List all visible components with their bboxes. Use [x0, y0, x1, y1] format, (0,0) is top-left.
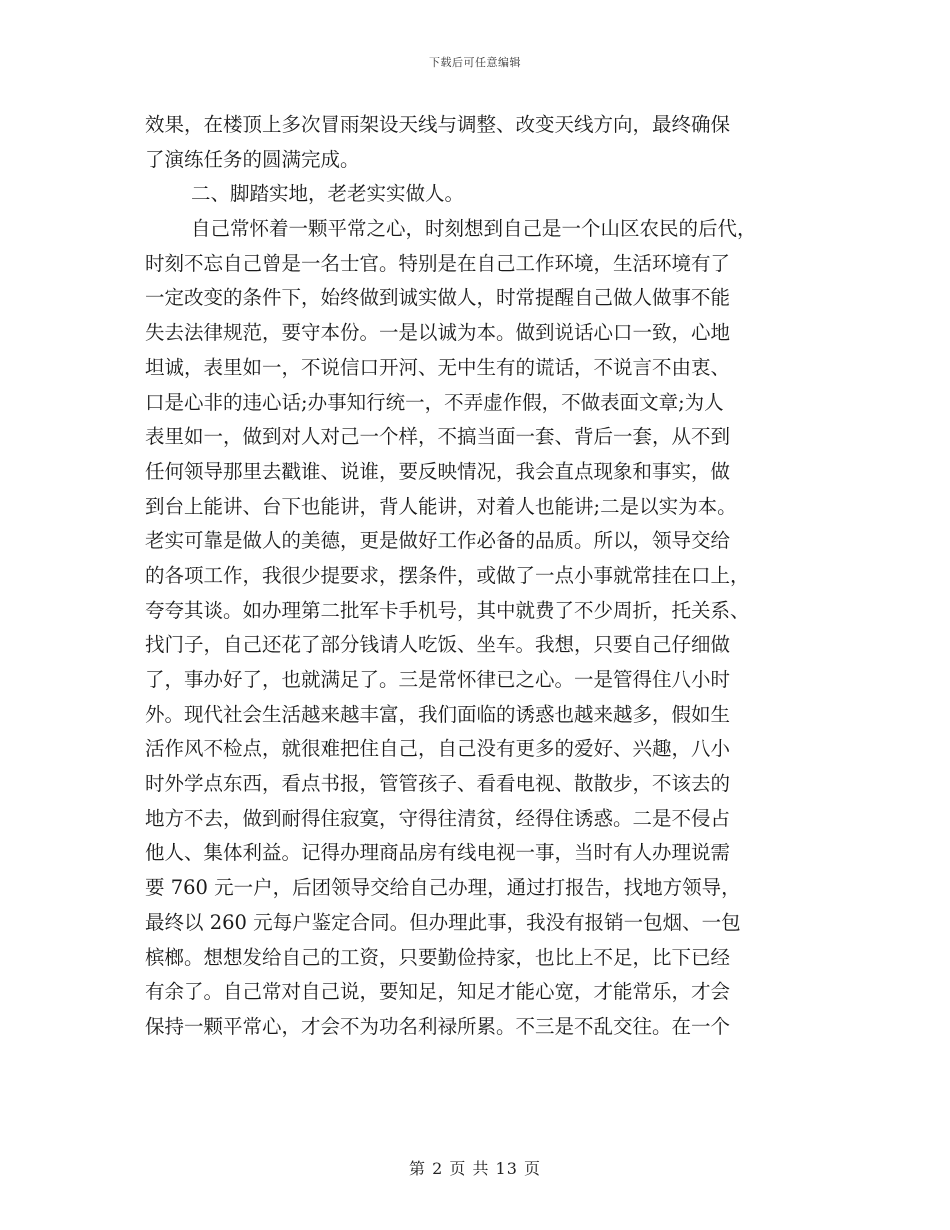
page-header: 下载后可任意编辑 [429, 56, 521, 69]
body-line: 活作风不检点，就很难把住自己，自己没有更多的爱好、兴趣，八小 [145, 737, 731, 761]
body-line: 他人、集体利益。记得办理商品房有线电视一事，当时有人办理说需 [145, 841, 731, 865]
body-line: 效果，在楼顶上多次冒雨架设天线与调整、改变天线方向，最终确保 [145, 113, 731, 136]
body-line: 有余了。自己常对自己说，要知足，知足才能心宽，才能常乐，才会 [145, 980, 731, 1004]
body-line: 到台上能讲、台下也能讲，背人能讲，对着人也能讲;二是以实为本。 [145, 494, 737, 518]
paragraph-start: 自己常怀着一颗平常之心，时刻想到自己是一个山区农民的后代， [191, 217, 757, 241]
body-line: 保持一颗平常心，才会不为功名利禄所累。不三是不乱交往。在一个 [145, 1014, 731, 1038]
body-line: 坦诚，表里如一，不说信口开河、无中生有的谎话，不说言不由衷、 [145, 355, 731, 379]
body-line: 槟榔。想想发给自己的工资，只要勤俭持家，也比上不足，比下已经 [145, 945, 731, 969]
section-heading: 二、脚踏实地，老老实实做人。 [191, 182, 465, 206]
body-line: 时外学点东西，看点书报，管管孩子、看看电视、散散步，不该去的 [145, 772, 731, 796]
body-line: 最终以 260 元每户鉴定合同。但办理此事，我没有报销一包烟、一包 [145, 910, 741, 934]
body-line: 了，事办好了，也就满足了。三是常怀律已之心。一是管得住八小时 [145, 668, 731, 691]
body-line: 失去法律规范，要守本份。一是以诚为本。做到说话心口一致，心地 [145, 321, 731, 345]
body-line: 找门子，自己还花了部分钱请人吃饭、坐车。我想，只要自己仔细做 [145, 633, 731, 657]
body-line: 要 760 元一户，后团领导交给自己办理，通过打报告，找地方领导， [145, 876, 741, 900]
body-line: 外。现代社会生活越来越丰富，我们面临的诱惑也越来越多，假如生 [145, 702, 731, 726]
body-line: 表里如一，做到对人对己一个样，不搞当面一套、背后一套，从不到 [145, 425, 731, 449]
body-line: 的各项工作，我很少提要求，摆条件，或做了一点小事就常挂在口上， [145, 563, 750, 587]
body-line: 夸夸其谈。如办理第二批军卡手机号，其中就费了不少周折，托关系、 [145, 598, 750, 622]
body-line: 了演练任务的圆满完成。 [145, 147, 360, 171]
body-line: 任何领导那里去戳谁、说谁，要反映情况，我会直点现象和事实，做 [145, 459, 731, 483]
body-line: 口是心非的违心话;办事知行统一，不弄虚作假，不做表面文章;为人 [145, 390, 724, 414]
body-line: 一定改变的条件下，始终做到诚实做人，时常提醒自己做人做事不能 [145, 286, 731, 310]
document-body [145, 108, 810, 1045]
body-line: 时刻不忘自己曾是一名士官。特别是在自己工作环境，生活环境有了 [145, 251, 731, 275]
body-line: 老实可靠是做人的美德，更是做好工作必备的品质。所以，领导交给 [145, 529, 731, 553]
page-number-footer: 第 2 页 共 13 页 [409, 1159, 541, 1178]
body-line: 地方不去，做到耐得住寂寞，守得往清贫，经得住诱惑。二是不侵占 [145, 806, 731, 830]
